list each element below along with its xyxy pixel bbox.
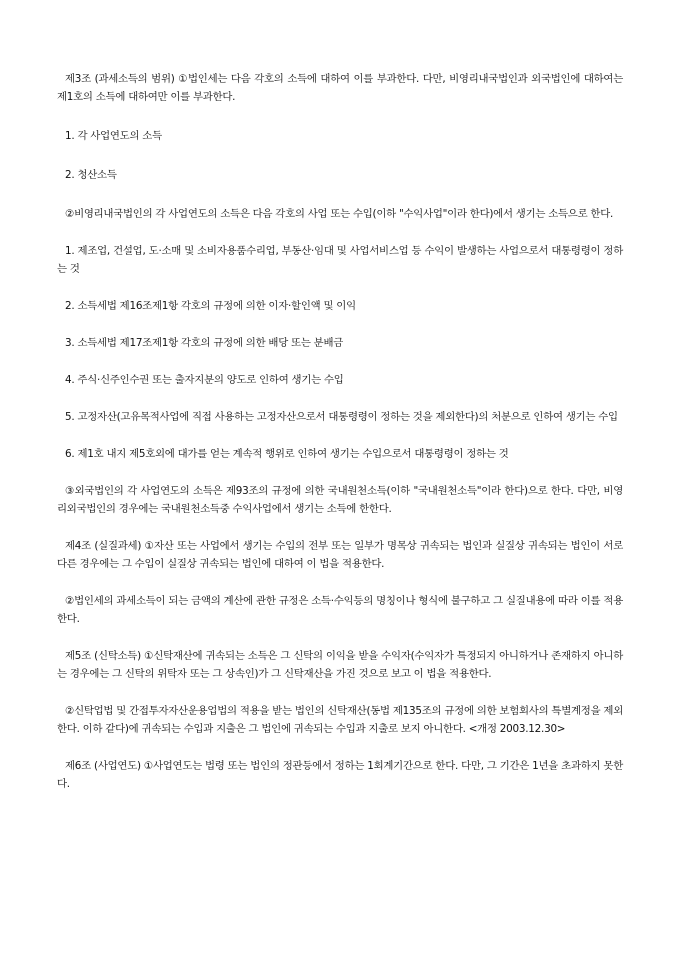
article-3-2-item-5: 5. 고정자산(고유목적사업에 직접 사용하는 고정자산으로서 대통령령이 정하는 것을 제외한다)의 처분으로 인하여 생기는 수입 xyxy=(65,411,618,423)
article-3-2-item-1: 1. 제조업, 건설업, 도·소매 및 소비자용품수리업, 부동산·임대 및 사업서비스업 등 수익이 발생하는 사업으로서 대통령령이 정하는 것 xyxy=(57,245,623,275)
article-3-2-item-2: 2. 소득세법 제16조제1항 각호의 규정에 의한 이자·할인액 및 이익 xyxy=(65,300,356,312)
article-3-paragraph-3: ③외국법인의 각 사업연도의 소득은 제93조의 규정에 의한 국내원천소득(이하 "국내원천소득"이라 한다)으로 한다. 다만, 비영리외국법인의 경우에는 국내원천소득중 수익사업에서 생기는 소득에 한한다. xyxy=(57,485,623,515)
article-5-paragraph-1: 제5조 (신탁소득) ①신탁재산에 귀속되는 소득은 그 신탁의 이익을 받을 수익자(수익자가 특정되지 아니하거나 존재하지 아니하는 경우에는 그 신탁의 위탁자 또는 그 상속인)가 그 신탁재산을 가진 것으로 보고 이 법을 적용한다. xyxy=(57,650,623,680)
article-6-paragraph-1: 제6조 (사업연도) ①사업연도는 법령 또는 법인의 정관등에서 정하는 1회계기간으로 한다. 다만, 그 기간은 1년을 초과하지 못한다. xyxy=(57,760,623,790)
article-5-paragraph-2: ②신탁업법 및 간접투자자산운용업법의 적용을 받는 법인의 신탁재산(동법 제135조의 규정에 의한 보험회사의 특별계정을 제외한다. 이하 같다)에 귀속되는 수입과 지출은 그 법인에 귀속되는 수입과 지출로 보지 아니한다. <개정 2003.12.30> xyxy=(57,705,623,735)
article-3-paragraph-1: 제3조 (과세소득의 범위) ①법인세는 다음 각호의 소득에 대하여 이를 부과한다. 다만, 비영리내국법인과 외국법인에 대하여는 제1호의 소득에 대하여만 이를 부과한다. xyxy=(57,73,623,103)
article-3-2-item-6: 6. 제1호 내지 제5호외에 대가를 얻는 계속적 행위로 인하여 생기는 수입으로서 대통령령이 정하는 것 xyxy=(65,448,509,460)
article-3-item-1: 1. 각 사업연도의 소득 xyxy=(65,130,162,142)
article-3-paragraph-2: ②비영리내국법인의 각 사업연도의 소득은 다음 각호의 사업 또는 수입(이하 "수익사업"이라 한다)에서 생기는 소득으로 한다. xyxy=(65,208,614,220)
document-body xyxy=(57,70,623,793)
article-3-2-item-4: 4. 주식·신주인수권 또는 출자지분의 양도로 인하여 생기는 수입 xyxy=(65,374,344,386)
article-4-paragraph-1: 제4조 (실질과세) ①자산 또는 사업에서 생기는 수입의 전부 또는 일부가 명목상 귀속되는 법인과 실질상 귀속되는 법인이 서로 다른 경우에는 그 수입이 실질상 귀속되는 법인에 대하여 이 법을 적용한다. xyxy=(57,540,623,570)
article-4-paragraph-2: ②법인세의 과세소득이 되는 금액의 계산에 관한 규정은 소득·수익등의 명칭이나 형식에 불구하고 그 실질내용에 따라 이를 적용한다. xyxy=(57,595,623,625)
article-3-item-2: 2. 청산소득 xyxy=(65,169,117,181)
article-3-2-item-3: 3. 소득세법 제17조제1항 각호의 규정에 의한 배당 또는 분배금 xyxy=(65,337,344,349)
